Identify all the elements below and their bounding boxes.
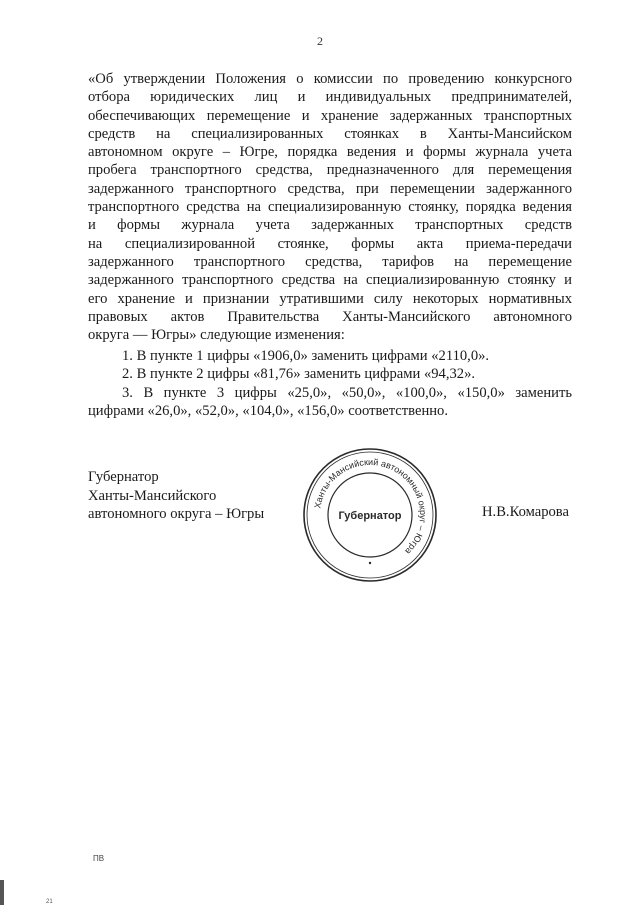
body-text-line: на специализированной стоянке, формы акта приема-передачи — [88, 235, 572, 252]
page-number: 2 — [317, 34, 323, 48]
scan-edge-line — [0, 880, 4, 905]
signatory-title-line-3: автономного округа – Югры — [88, 506, 265, 522]
amendment-items — [88, 347, 572, 421]
footer-initials: ПВ — [93, 854, 105, 863]
amendment-item-1: 1. В пункте 1 цифры «1906,0» заменить цифрами «2110,0». — [122, 348, 490, 364]
body-text-line: пробега транспортного средства, предназначенного для перемещения — [88, 162, 572, 179]
body-text-line: отбора юридических лиц и индивидуальных предпринимателей, — [88, 89, 572, 106]
resolution-title-text — [88, 70, 572, 344]
seal-dot — [369, 562, 371, 564]
signatory-title-line-1: Губернатор — [88, 469, 159, 485]
signatory-position — [88, 468, 264, 524]
body-text-line: автономном округе – Югре, порядка ведения и формы журнала учета — [88, 144, 572, 161]
body-text-line: «Об утверждении Положения о комиссии по проведению конкурсного — [88, 71, 572, 87]
body-text-line: его хранение и признании утратившими силу некоторых нормативных — [88, 290, 572, 307]
body-text-line: задержанного транспортного средства, при перемещении задержанного — [88, 180, 572, 197]
body-text-line: задержанного транспортного средства на специализированную стоянку и — [88, 272, 572, 289]
body-text-line: транспортного средства на специализированную стоянку, порядка ведения — [88, 199, 572, 216]
amendment-item-2: 2. В пункте 2 цифры «81,76» заменить цифрами «94,32». — [122, 366, 476, 383]
signatory-title-line-2: Ханты-Мансийского — [88, 487, 217, 504]
body-text-line: задержанного транспортного средства, тарифов на перемещение — [88, 253, 572, 270]
seal-center-text: Губернатор — [338, 510, 402, 522]
seal-ring-text: Ханты-Мансийский автономный округ – Югра — [312, 456, 429, 557]
signatory-name: Н.В.Комарова — [482, 504, 569, 520]
body-text-line: и формы журнала учета задержанных транспортных средств — [88, 217, 572, 234]
amendment-item-3-continuation: цифрами «26,0», «52,0», «104,0», «156,0» соответственно. — [88, 403, 449, 420]
footer-edge-number: 21 — [46, 899, 53, 905]
official-seal-stamp — [300, 445, 440, 585]
amendment-item-3: 3. В пункте 3 цифры «25,0», «50,0», «100,0», «150,0» заменить — [122, 384, 572, 401]
body-text-line: средств на специализированных стоянках в Ханты-Мансийском — [88, 125, 572, 142]
body-text-line: округа — Югры» следующие изменения: — [88, 327, 345, 344]
body-text-line: обеспечивающих перемещение и хранение задержанных транспортных — [88, 107, 572, 124]
body-text-line: правовых актов Правительства Ханты-Мансийского автономного — [88, 308, 572, 325]
